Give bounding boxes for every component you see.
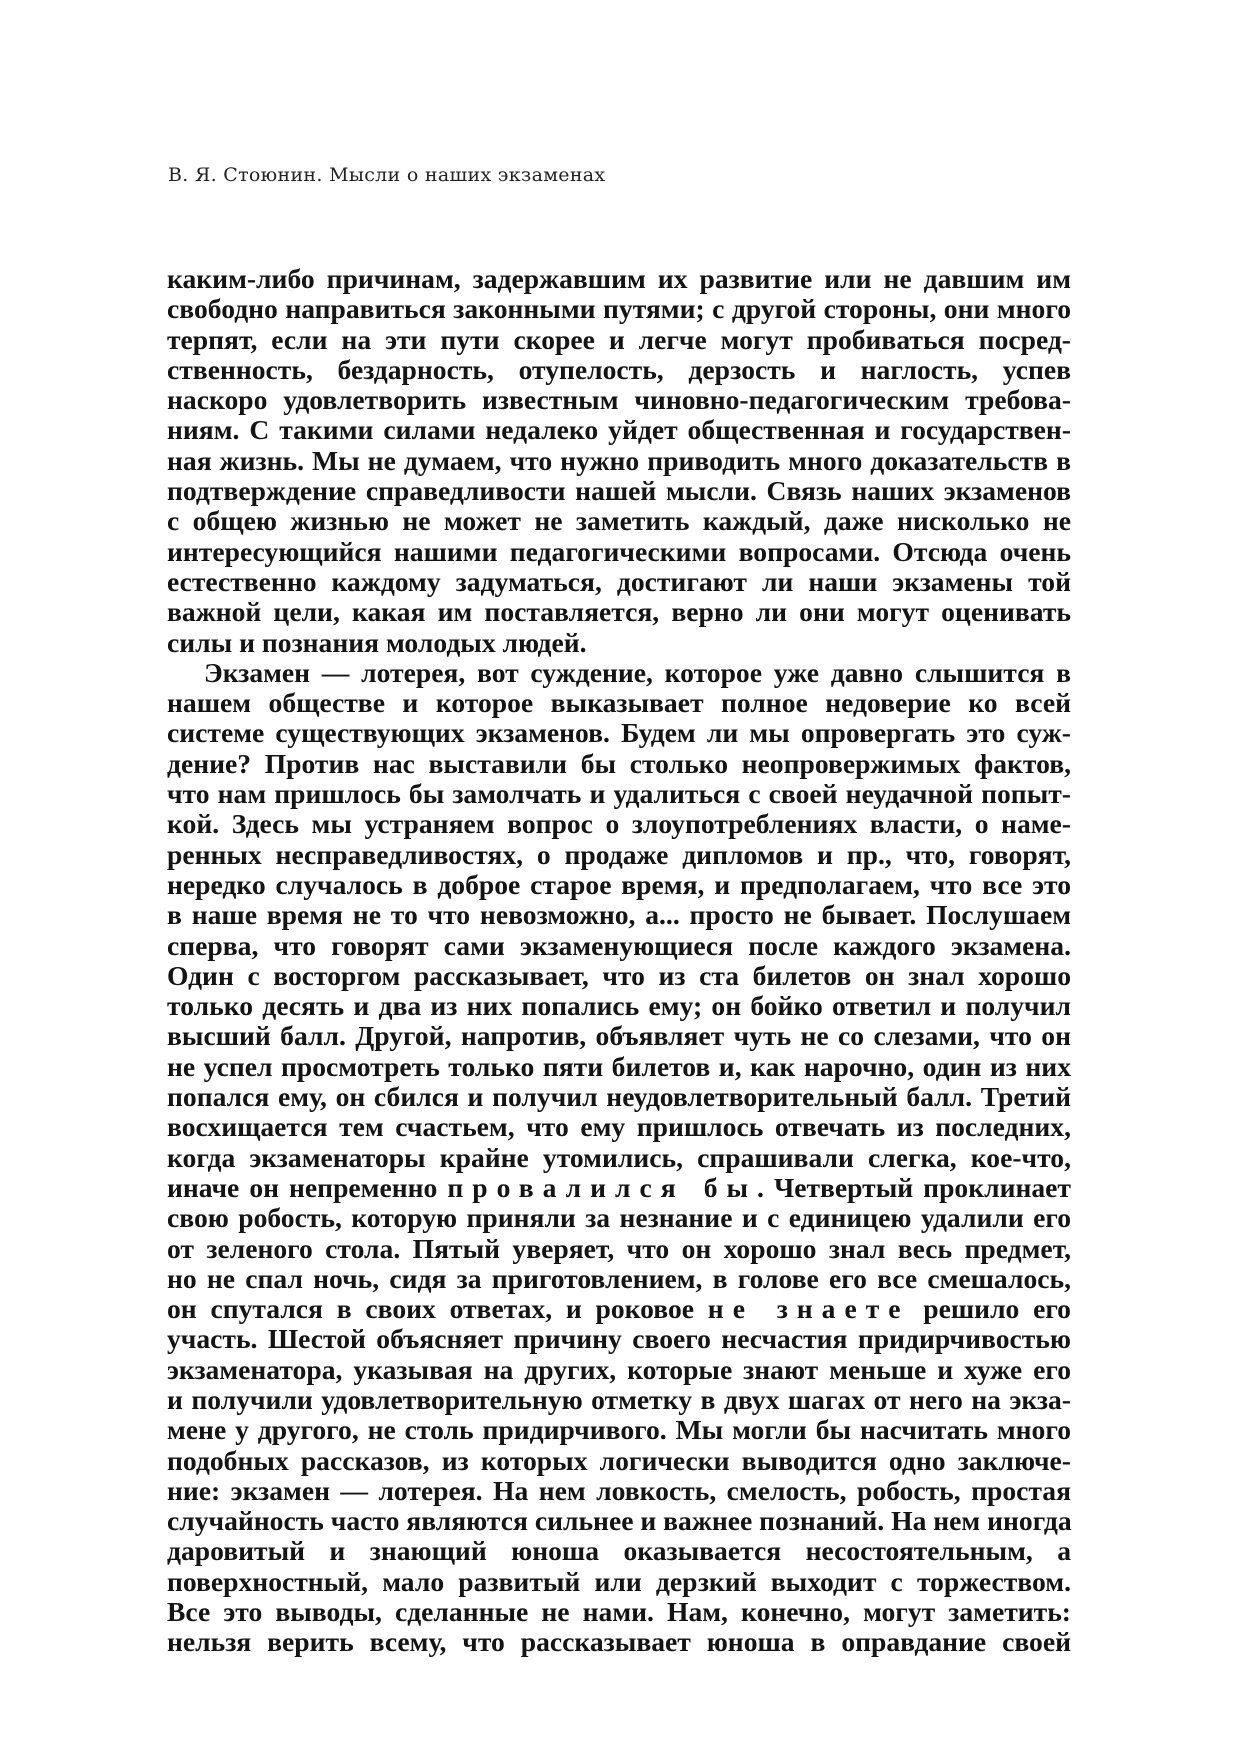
text-line: наскоро удовлетворить известным чиновно-педагогическим требова- xyxy=(167,384,1071,416)
text-line: мене у другого, не столь придирчивого. Мы могли бы насчитать много xyxy=(167,1414,1071,1446)
spaced-emphasis: провалился бы xyxy=(447,1171,758,1203)
text-line: подтверждение справедливости нашей мысли. Связь наших экзаменов xyxy=(167,475,1071,507)
text-line: когда экзаменаторы крайне утомились, спрашивали слегка, кое-что, xyxy=(167,1141,1071,1173)
text-line: случайность часто являются сильнее и важнее познаний. На нем иногда xyxy=(167,1505,1072,1537)
text-line: в наше время не то что невозможно, а... просто не бывает. Послушаем xyxy=(167,899,1071,931)
text-line: естественно каждому задуматься, достигают ли наши экзамены той xyxy=(167,565,1071,597)
text-line: важной цели, какая им поставляется, верно ли они могут оценивать xyxy=(167,596,1071,628)
text-line: Один с восторгом рассказывает, что из ста билетов он знал хорошо xyxy=(167,959,1071,991)
text-line: сперва, что говорят сами экзаменующиеся после каждого экзамена. xyxy=(167,929,1071,961)
text-line: даровитый и знающий юноша оказывается несостоятельным, а xyxy=(167,1535,1071,1567)
text-line: ственность, бездарность, отупелость, дерзость и наглость, успев xyxy=(167,353,1071,385)
line-text-after: . Четвертый проклинает xyxy=(757,1171,1071,1203)
text-line: только десять и два из них попались ему; он бойко ответил и получил xyxy=(167,990,1071,1022)
text-line: ренных несправедливостях, о продаже дипломов и пр., что, говорят, xyxy=(167,838,1071,870)
running-header: В. Я. Стоюнин. Мысли о наших экзаменах xyxy=(168,164,606,186)
text-line: дение? Против нас выставили бы столько неопровержимых фактов, xyxy=(167,747,1071,779)
text-line: нашем обществе и которое выказывает полное недоверие ко всей xyxy=(167,687,1071,719)
text-line: и получили удовлетворительную отметку в двух шагах от него на экза- xyxy=(167,1383,1071,1415)
paragraph-1 xyxy=(167,264,1071,658)
text-line: ние: экзамен — лотерея. На нем ловкость, смелость, робость, простая xyxy=(167,1474,1071,1506)
text-line: свою робость, которую приняли за незнание и с единицею удалили его xyxy=(167,1202,1071,1234)
text-line: кой. Здесь мы устраняем вопрос о злоупотреблениях власти, о наме- xyxy=(167,808,1071,840)
text-line: каким-либо причинам, задержавшим их развитие или не давшим им xyxy=(167,263,1071,294)
text-line: попался ему, он сбился и получил неудовлетворительный балл. Третий xyxy=(167,1081,1071,1113)
text-line: интересующийся нашими педагогическими вопросами. Отсюда очень xyxy=(167,535,1071,567)
text-line: Все это выводы, сделанные не нами. Нам, конечно, могут заметить: xyxy=(167,1596,1071,1628)
text-line: терпят, если на эти пути скорее и легче могут пробиваться посред- xyxy=(167,323,1071,355)
text-line: высший балл. Другой, напротив, объявляет чуть не со слезами, что он xyxy=(167,1020,1071,1052)
text-line: восхищается тем счастьем, что ему пришлось отвечать из последних, xyxy=(167,1111,1071,1143)
text-line: не успел просмотреть только пяти билетов и, как нарочно, один из них xyxy=(167,1050,1071,1082)
paragraph-2 xyxy=(167,658,1071,1658)
text-line: но не спал ночь, сидя за приготовлением, в голове его все смешалось, xyxy=(167,1262,1071,1294)
text-line-with-emphasis xyxy=(167,1173,1071,1203)
text-line: силы и познания молодых людей. xyxy=(167,626,587,658)
text-line: что нам пришлось бы замолчать и удалиться с своей неудачной попыт- xyxy=(167,778,1071,810)
line-text-before: иначе он непременно xyxy=(167,1171,438,1203)
text-line: нельзя верить всему, что рассказывает юноша в оправдание своей xyxy=(167,1626,1071,1658)
text-line: экзаменатора, указывая на других, которые знают меньше и хуже его xyxy=(167,1353,1071,1385)
spaced-emphasis: не знаете xyxy=(707,1293,910,1325)
text-line: поверхностный, мало развитый или дерзкий выходит с торжеством. xyxy=(167,1565,1071,1597)
text-line: участь. Шестой объясняет причину своего несчастия придирчивостью xyxy=(167,1323,1071,1355)
body-text xyxy=(167,264,1071,1658)
text-line: ная жизнь. Мы не думаем, что нужно приводить много доказательств в xyxy=(167,444,1071,476)
text-line-with-emphasis xyxy=(167,1294,1071,1324)
text-line: Экзамен — лотерея, вот суждение, которое уже давно слышится в xyxy=(204,656,1071,688)
text-line: с общею жизнью не может не заметить каждый, даже нисколько не xyxy=(167,505,1071,537)
text-line: нередко случалось в доброе старое время, и предполагаем, что все это xyxy=(167,868,1071,900)
text-line: свободно направиться законными путями; с другой стороны, они много xyxy=(167,293,1071,325)
line-text-after: решило его xyxy=(923,1293,1071,1325)
text-line: подобных рассказов, из которых логически выводится одно заключе- xyxy=(167,1444,1071,1476)
text-line: от зеленого стола. Пятый уверяет, что он хорошо знал весь предмет, xyxy=(167,1232,1071,1264)
line-text-before: он спутался в своих ответах, и роковое xyxy=(167,1293,695,1325)
text-line: ниям. С такими силами недалеко уйдет общественная и государствен- xyxy=(167,414,1071,446)
text-line: системе существующих экзаменов. Будем ли мы опровергать это суж- xyxy=(167,717,1071,749)
